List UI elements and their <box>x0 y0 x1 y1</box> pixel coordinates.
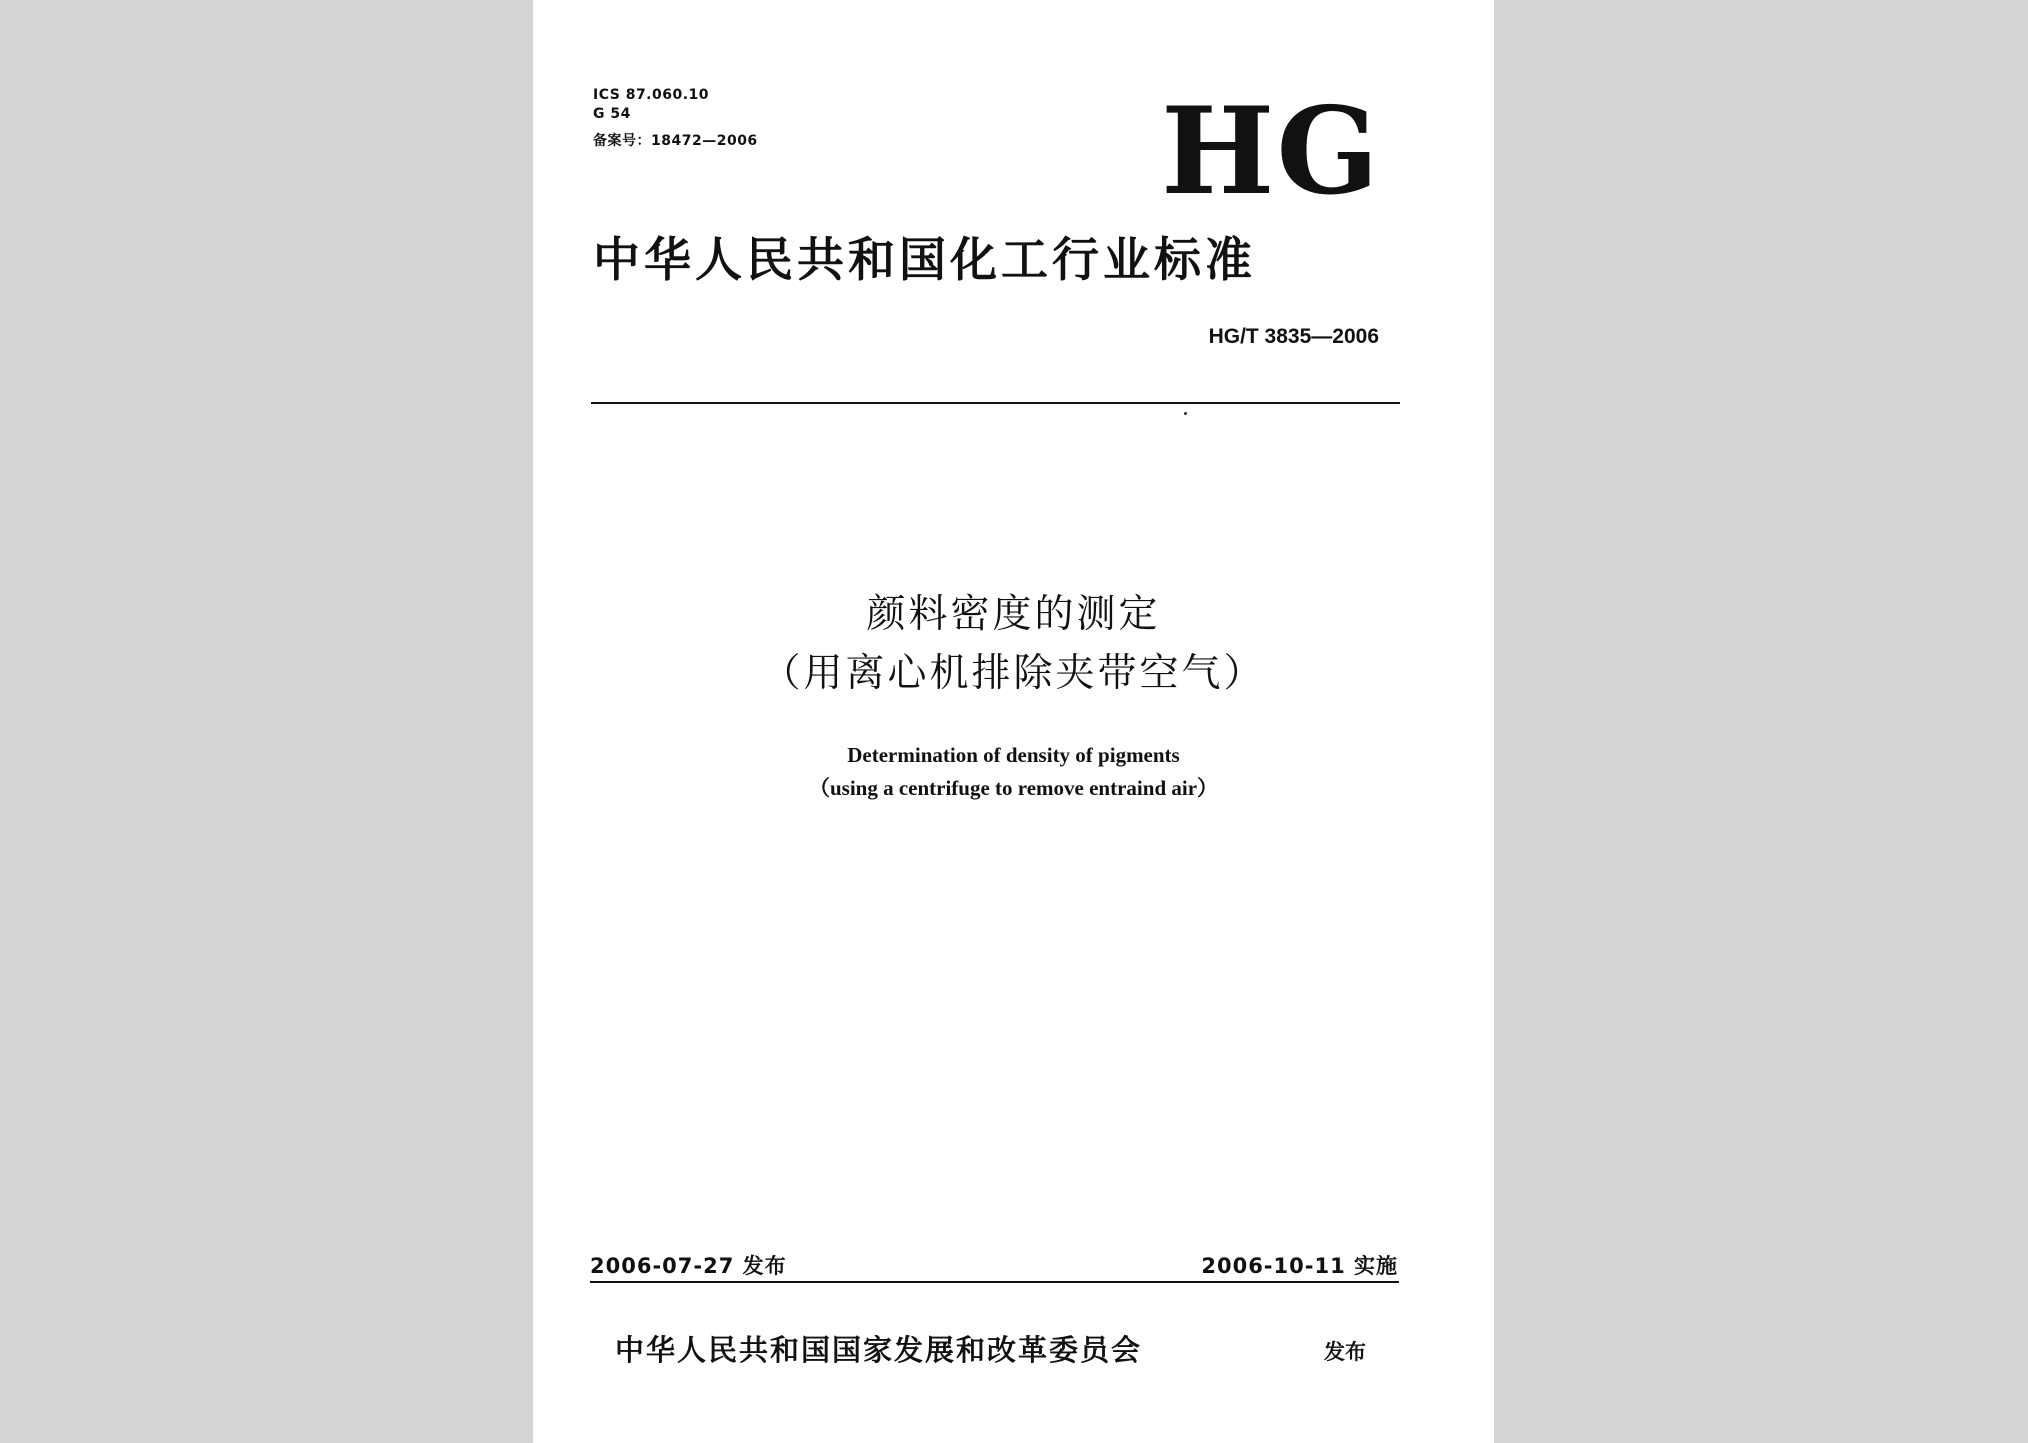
issue-date: 2006-07-27 发布 <box>590 1254 787 1278</box>
filing-number: 备案号：18472—2006 <box>593 133 758 149</box>
standard-type-heading: 中华人民共和国化工行业标准 <box>593 233 1256 288</box>
title-en-line2: （using a centrifuge to remove entraind air） <box>808 776 1219 800</box>
scan-speck <box>1184 412 1187 415</box>
standard-number: HG/T 3835—2006 <box>1208 325 1379 348</box>
title-cn-line2: （用离心机排除夹带空气） <box>761 651 1266 696</box>
publisher: 中华人民共和国国家发展和改革委员会 <box>615 1333 1143 1367</box>
implementation-date: 2006-10-11 实施 <box>1201 1254 1398 1278</box>
header-divider <box>591 402 1400 404</box>
title-en-line1: Determination of density of pigments <box>847 743 1180 767</box>
ics-code: ICS 87.060.10 <box>593 87 710 103</box>
footer-divider <box>590 1281 1399 1283</box>
hg-logo: HG <box>1161 81 1381 222</box>
ccs-code: G 54 <box>593 106 631 122</box>
document-page <box>533 0 1494 1443</box>
title-cn-line1: 颜料密度的测定 <box>866 592 1161 637</box>
publisher-suffix: 发布 <box>1324 1340 1366 1364</box>
